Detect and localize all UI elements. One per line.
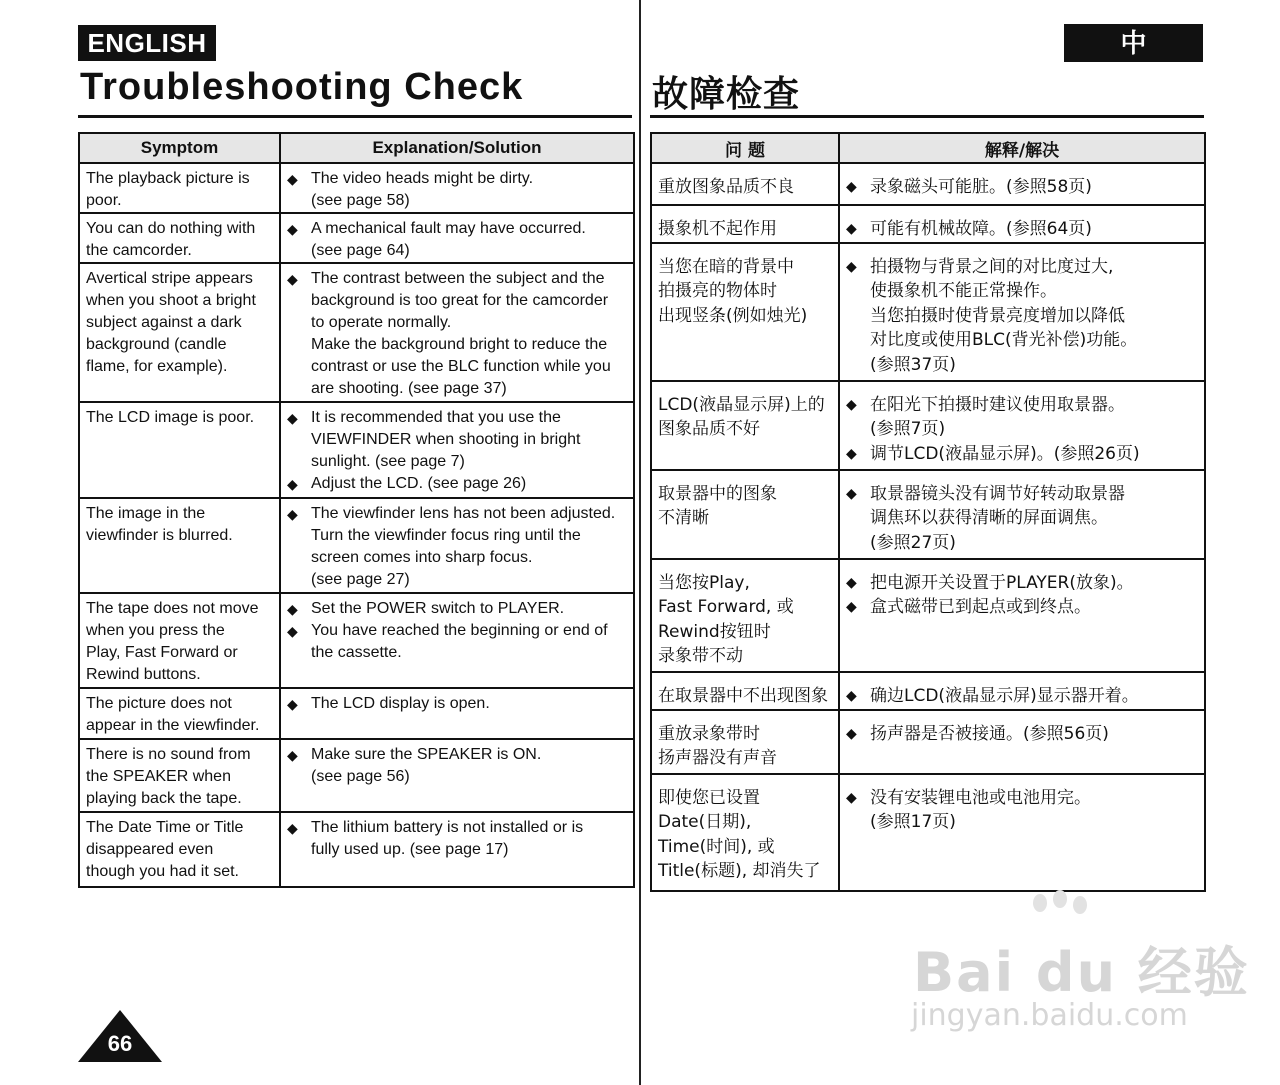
diamond-bullet-icon: ◆ <box>846 485 857 502</box>
en-solution-item <box>287 693 627 715</box>
watermark-url: jingyan.baidu.com <box>911 998 1188 1033</box>
zh-solution-text: 把电源开关设置于PLAYER(放象)。 <box>870 572 1134 593</box>
diamond-bullet-icon: ◆ <box>846 445 857 462</box>
zh-solution-text: 扬声器是否被接通。(参照56页) <box>870 723 1109 744</box>
zh-symptom-cell <box>651 774 839 891</box>
zh-solution-text: 可能有机械故障。(参照64页) <box>870 219 1092 239</box>
en-solution-text: Set the POWER switch to PLAYER. <box>311 600 565 617</box>
zh-symptom-text: 摄象机不起作用 <box>658 219 777 239</box>
zh-table-row <box>651 163 1205 205</box>
diamond-bullet-icon: ◆ <box>287 221 298 237</box>
zh-table-row <box>651 205 1205 243</box>
zh-symptom-text: 在取景器中不出现图象 <box>658 685 828 706</box>
zh-solution-item <box>846 482 1198 556</box>
diamond-bullet-icon: ◆ <box>287 747 298 763</box>
zh-solution-item <box>846 393 1198 442</box>
zh-solution-text: 在阳光下拍摄时建议使用取景器。 (参照7页) <box>870 394 1125 439</box>
en-solution-text: The contrast between the subject and the background is too great for the camcorder to operate normally. Make the background bright to reduce the contrast or use the BLC function while you are shooting. (see page 37) <box>311 270 611 397</box>
language-badge-english: ENGLISH <box>78 25 216 61</box>
diamond-bullet-icon: ◆ <box>287 476 298 492</box>
en-solution-item <box>287 598 627 620</box>
en-solution-cell <box>280 739 634 812</box>
column-header-solution: Explanation/Solution <box>280 133 634 163</box>
en-solution-item <box>287 620 627 664</box>
paw-toe-icon <box>1073 896 1087 914</box>
zh-symptom-text: 重放录象带时 扬声器没有声音 <box>658 723 777 768</box>
en-table-row <box>79 163 634 213</box>
en-solution-cell <box>280 812 634 887</box>
zh-solution-item <box>846 442 1198 467</box>
diamond-bullet-icon: ◆ <box>846 725 857 742</box>
en-symptom-text: The playback picture is poor. <box>86 170 250 209</box>
zh-solution-text: 录象磁头可能脏。(参照58页) <box>870 177 1092 197</box>
column-header-symptom-zh: 问 题 <box>651 133 839 163</box>
diamond-bullet-icon: ◆ <box>846 599 857 615</box>
page-number: 66 <box>107 1031 133 1056</box>
en-solution-item <box>287 168 627 212</box>
zh-solution-cell <box>839 381 1205 470</box>
en-symptom-cell <box>79 739 280 812</box>
diamond-bullet-icon: ◆ <box>287 696 298 712</box>
en-symptom-text: There is no sound from the SPEAKER when playing back the tape. <box>86 746 251 807</box>
en-table-row <box>79 812 634 887</box>
zh-symptom-text: LCD(液晶显示屏)上的 图象品质不好 <box>658 394 825 439</box>
zh-solution-text: 拍摄物与背景之间的对比度过大, 使摄象机不能正常操作。 当您拍摄时使背景亮度增加以降低 对比度或使用BLC(背光补偿)功能。 (参照37页) <box>870 256 1138 375</box>
en-table-row <box>79 593 634 688</box>
paw-toe-icon <box>1053 890 1067 908</box>
page-title-chinese: 故障检查 <box>652 74 801 115</box>
en-solution-text: Make sure the SPEAKER is ON. (see page 56) <box>311 746 542 785</box>
diamond-bullet-icon: ◆ <box>846 789 857 806</box>
diamond-bullet-icon: ◆ <box>846 179 857 195</box>
en-symptom-cell <box>79 812 280 887</box>
zh-symptom-cell <box>651 710 839 774</box>
zh-symptom-cell <box>651 559 839 672</box>
en-solution-cell <box>280 402 634 498</box>
en-symptom-cell <box>79 498 280 593</box>
zh-solution-item <box>846 684 1198 709</box>
zh-symptom-text: 取景器中的图象 不清晰 <box>658 483 777 528</box>
diamond-bullet-icon: ◆ <box>846 396 857 413</box>
zh-solution-text: 取景器镜头没有调节好转动取景器 调焦环以获得清晰的屏面调焦。 (参照27页) <box>870 483 1125 553</box>
en-symptom-text: The image in the viewfinder is blurred. <box>86 505 233 544</box>
zh-solution-text: 盒式磁带已到起点或到终点。 <box>870 597 1091 617</box>
en-symptom-text: The Date Time or Title disappeared even though you had it set. <box>86 819 244 880</box>
en-symptom-cell <box>79 213 280 263</box>
zh-solution-cell <box>839 470 1205 559</box>
zh-solution-cell <box>839 672 1205 710</box>
zh-table-row <box>651 774 1205 891</box>
zh-table-row <box>651 470 1205 559</box>
baidu-watermark <box>905 890 1250 1040</box>
troubleshooting-table-chinese <box>650 132 1206 892</box>
en-table-row <box>79 688 634 739</box>
zh-solution-text: 没有安装锂电池或电池用完。 (参照17页) <box>870 787 1091 832</box>
diamond-bullet-icon: ◆ <box>287 410 298 426</box>
en-solution-text: You have reached the beginning or end of the cassette. <box>311 622 608 661</box>
diamond-bullet-icon: ◆ <box>287 171 298 187</box>
en-solution-item <box>287 744 627 788</box>
en-symptom-text: The tape does not move when you press the Play, Fast Forward or Rewind buttons. <box>86 600 259 683</box>
en-symptom-cell <box>79 263 280 402</box>
en-symptom-text: The LCD image is poor. <box>86 409 255 426</box>
zh-table-row <box>651 243 1205 381</box>
column-header-symptom: Symptom <box>79 133 280 163</box>
diamond-bullet-icon: ◆ <box>846 221 857 237</box>
en-symptom-cell <box>79 163 280 213</box>
zh-symptom-cell <box>651 163 839 205</box>
en-solution-item <box>287 473 627 495</box>
diamond-bullet-icon: ◆ <box>287 271 298 287</box>
en-table-row <box>79 402 634 498</box>
zh-symptom-cell <box>651 470 839 559</box>
zh-solution-cell <box>839 774 1205 891</box>
zh-solution-text: 调节LCD(液晶显示屏)。(参照26页) <box>870 443 1140 464</box>
zh-symptom-text: 重放图象品质不良 <box>658 177 794 197</box>
en-solution-text: A mechanical fault may have occurred. (see page 64) <box>311 220 586 259</box>
en-table-row <box>79 739 634 812</box>
zh-solution-cell <box>839 163 1205 205</box>
en-solution-item <box>287 503 627 591</box>
zh-symptom-cell <box>651 243 839 381</box>
en-solution-cell <box>280 688 634 739</box>
diamond-bullet-icon: ◆ <box>287 623 298 639</box>
en-solution-item <box>287 407 627 473</box>
en-solution-text: It is recommended that you use the VIEWFINDER when shooting in bright sunlight. (see page 7) <box>311 409 581 470</box>
page-title-english: Troubleshooting Check <box>80 66 524 108</box>
en-symptom-cell <box>79 688 280 739</box>
en-solution-cell <box>280 498 634 593</box>
diamond-bullet-icon: ◆ <box>287 601 298 617</box>
paw-icon <box>1033 894 1047 912</box>
language-badge-chinese: 中 <box>1064 24 1203 62</box>
zh-table-row <box>651 672 1205 710</box>
watermark-logo: Bai du 经验 <box>913 941 1250 1004</box>
zh-symptom-text: 当您在暗的背景中 拍摄亮的物体时 出现竖条(例如烛光) <box>658 256 808 326</box>
zh-solution-cell <box>839 205 1205 243</box>
zh-solution-cell <box>839 243 1205 381</box>
zh-table-row <box>651 381 1205 470</box>
zh-solution-item <box>846 217 1198 242</box>
zh-solution-cell <box>839 559 1205 672</box>
zh-solution-item <box>846 595 1198 620</box>
en-table-row <box>79 263 634 402</box>
en-symptom-cell <box>79 402 280 498</box>
diamond-bullet-icon: ◆ <box>287 506 298 522</box>
zh-symptom-text: 当您按Play, Fast Forward, 或 Rewind按钮时 录象带不动 <box>658 572 794 666</box>
en-solution-text: The lithium battery is not installed or is fully used up. (see page 17) <box>311 819 584 858</box>
en-solution-cell <box>280 593 634 688</box>
zh-solution-item <box>846 571 1198 596</box>
zh-table-row <box>651 710 1205 774</box>
diamond-bullet-icon: ◆ <box>846 574 857 591</box>
en-table-row <box>79 498 634 593</box>
page-divider <box>639 0 641 1085</box>
diamond-bullet-icon: ◆ <box>287 820 298 836</box>
en-solution-item <box>287 817 627 861</box>
diamond-bullet-icon: ◆ <box>846 258 857 275</box>
en-symptom-text: Avertical stripe appears when you shoot a bright subject against a dark background (candle flame, for example). <box>86 270 256 375</box>
en-table-row <box>79 213 634 263</box>
en-solution-cell <box>280 263 634 402</box>
zh-solution-text: 确边LCD(液晶显示屏)显示器开着。 <box>870 685 1139 706</box>
en-symptom-cell <box>79 593 280 688</box>
zh-solution-item <box>846 722 1198 747</box>
diamond-bullet-icon: ◆ <box>846 687 857 704</box>
title-rule-chinese <box>650 115 1204 118</box>
en-solution-item <box>287 218 627 262</box>
zh-symptom-cell <box>651 205 839 243</box>
troubleshooting-table-english <box>78 132 635 888</box>
en-solution-text: The LCD display is open. <box>311 695 490 712</box>
en-solution-item <box>287 268 627 400</box>
en-solution-text: The video heads might be dirty. (see page 58) <box>311 170 534 209</box>
en-solution-cell <box>280 213 634 263</box>
en-symptom-text: You can do nothing with the camcorder. <box>86 220 256 259</box>
en-symptom-text: The picture does not appear in the viewfinder. <box>86 695 260 734</box>
zh-symptom-text: 即使您已设置 Date(日期), Time(时间), 或 Title(标题), 却消失了 <box>658 787 821 881</box>
zh-solution-item <box>846 175 1198 200</box>
zh-symptom-cell <box>651 381 839 470</box>
zh-solution-item <box>846 255 1198 378</box>
en-solution-text: The viewfinder lens has not been adjusted. Turn the viewfinder focus ring until the screen comes into sharp focus. (see page 27) <box>311 505 616 588</box>
en-solution-text: Adjust the LCD. (see page 26) <box>311 475 527 492</box>
column-header-solution-zh: 解释/解决 <box>839 133 1205 163</box>
zh-table-row <box>651 559 1205 672</box>
zh-solution-item <box>846 786 1198 835</box>
zh-solution-cell <box>839 710 1205 774</box>
title-rule-english <box>78 115 632 118</box>
zh-symptom-cell <box>651 672 839 710</box>
en-solution-cell <box>280 163 634 213</box>
